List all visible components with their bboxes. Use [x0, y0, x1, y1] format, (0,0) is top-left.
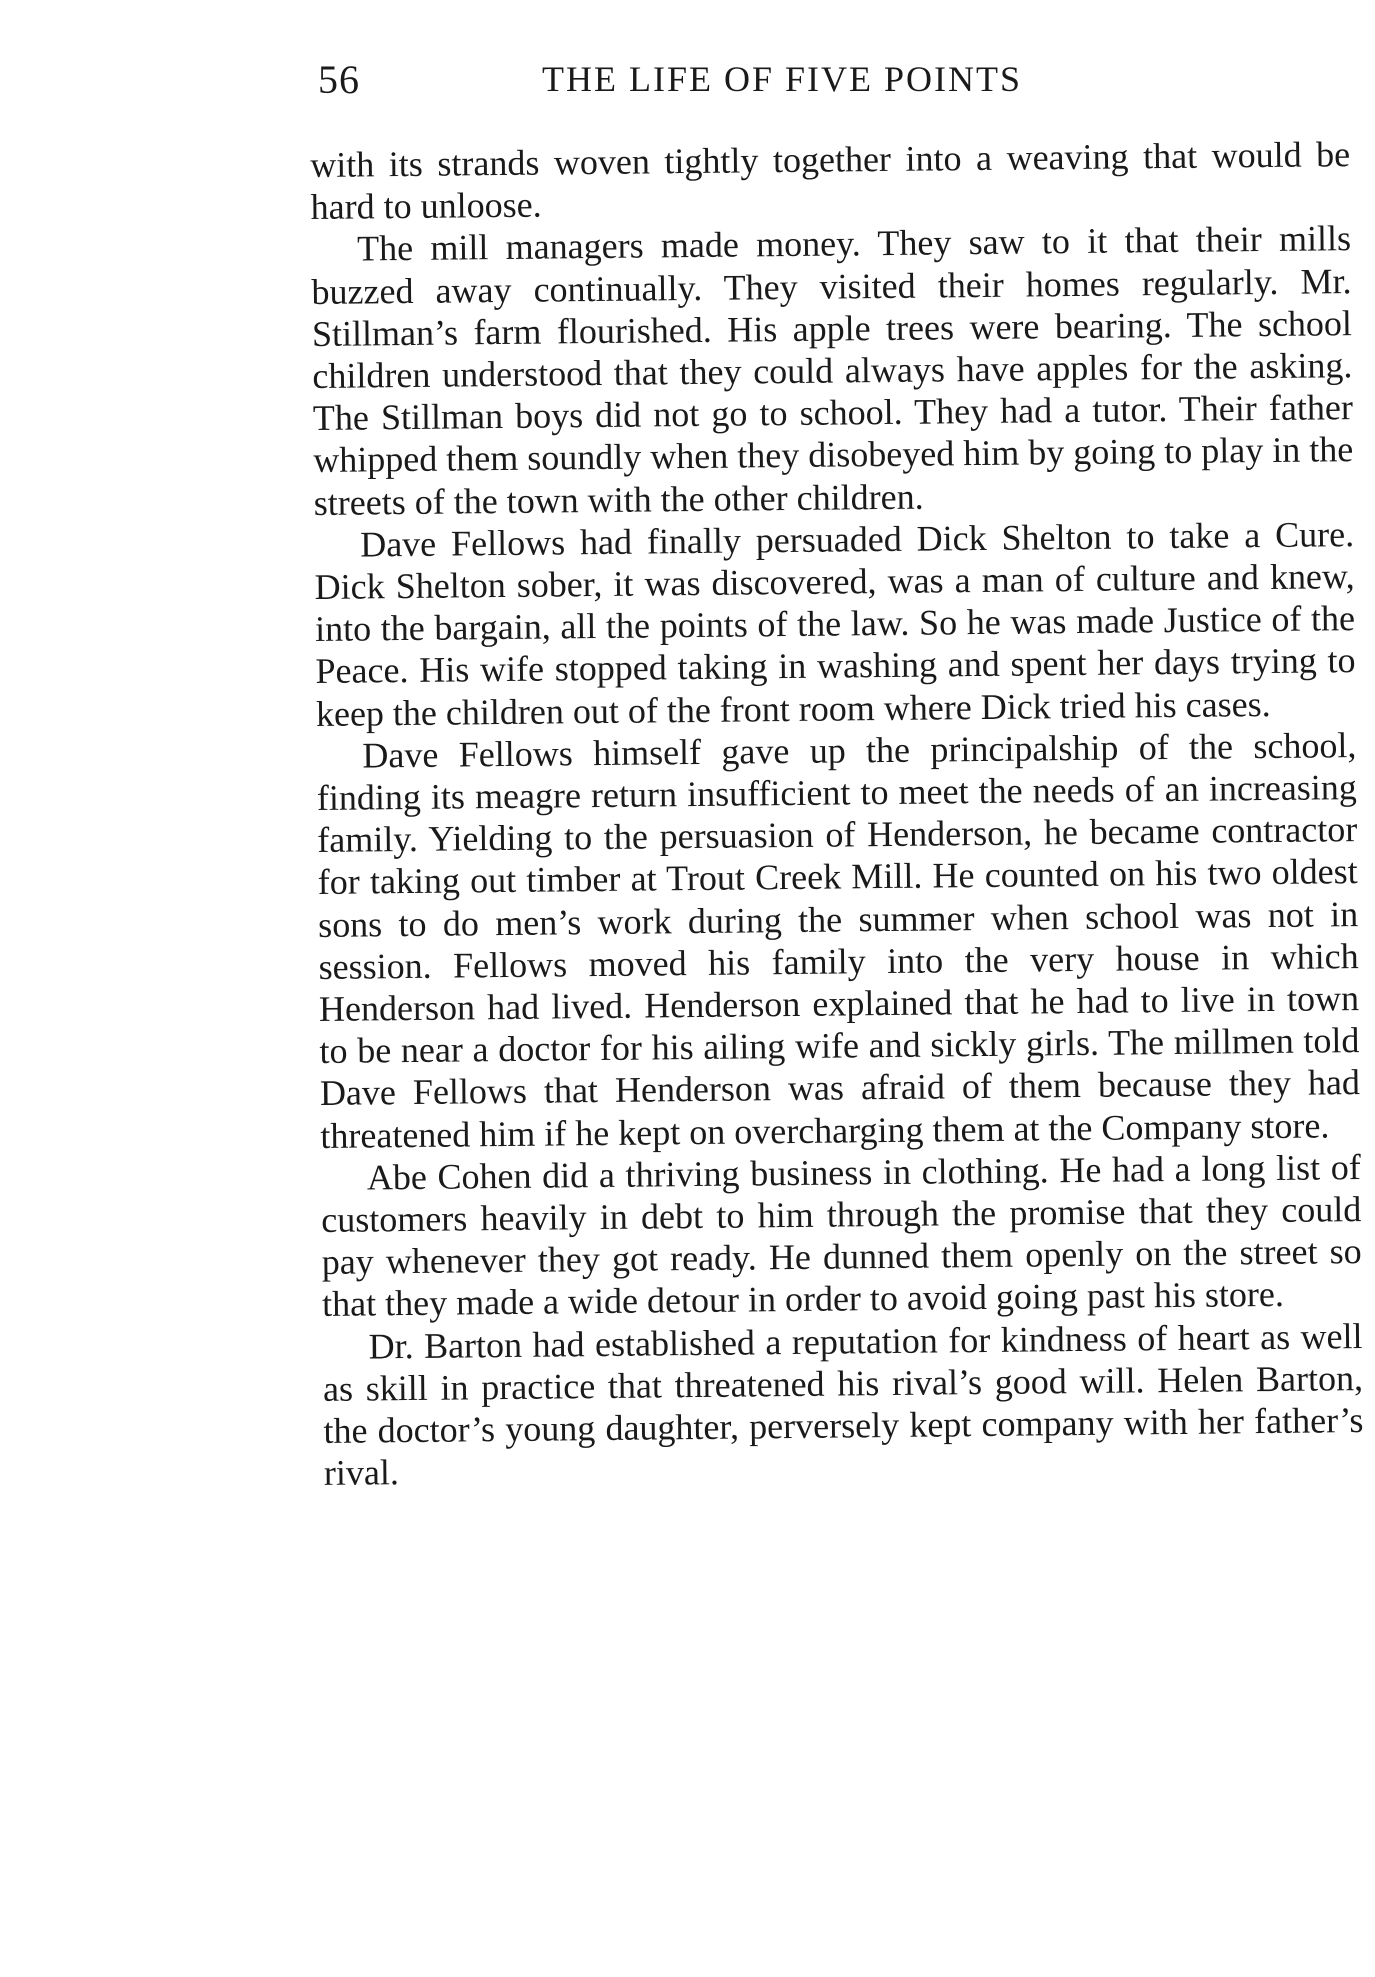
paragraph-dr-barton: Dr. Barton had established a reputation for kindness of heart as well as skill in practice that threatened his rival’s good will. Helen Barton, the doctor’s young daughter, perversely kept company with her father’s rival. — [322, 1315, 1364, 1494]
running-head — [318, 56, 1358, 106]
page-number: 56 — [318, 57, 360, 102]
body-text — [310, 133, 1364, 1494]
paragraph-abe-cohen: Abe Cohen did a thriving business in clothing. He had a long list of customers heavily in debt to him through the promise that they could pay whenever they got ready. He dunned them openly on the street so that they made a wide detour in order to avoid going past his store. — [321, 1146, 1362, 1325]
paragraph-mill-managers: The mill managers made money. They saw to it that their mills buzzed away continually. They visited their homes regularly. Mr. Stillman’s farm flourished. His apple trees were bearing. The school children understood that they could always have apples for the asking. The Stillman boys did not go to school. They had a tutor. Their father whipped them soundly when they disobeyed him by going to play in the streets of the town with the other children. — [311, 218, 1354, 523]
paragraph-dick-shelton: Dave Fellows had finally persuaded Dick Shelton to take a Cure. Dick Shelton sober, it was discovered, was a man of culture and knew, into the bargain, all the points of the law. So he was made Justice of the Peace. His wife stopped taking in washing and spent her days trying to keep the children out of the front room where Dick tried his cases. — [314, 513, 1356, 734]
running-title: THE LIFE OF FIVE POINTS — [542, 59, 1023, 99]
paragraph-dave-fellows: Dave Fellows himself gave up the principalship of the school, finding its meagre return insufficient to meet the needs of an increasing family. Yielding to the persuasion of Henderson, he became contractor for taking out timber at Trout Creek Mill. He counted on his two oldest sons to do men’s work during the summer when school was not in session. Fellows moved his family into the very house in which Henderson had lived. Henderson explained that he had to live in town to be near a doctor for his ailing wife and sickly girls. The millmen told Dave Fellows that Henderson was afraid of them because they had threatened him if he kept on overcharging them at the Company store. — [316, 724, 1361, 1156]
paragraph-continuation: with its strands woven tightly together into a weaving that would be hard to unloose. — [310, 134, 1351, 228]
